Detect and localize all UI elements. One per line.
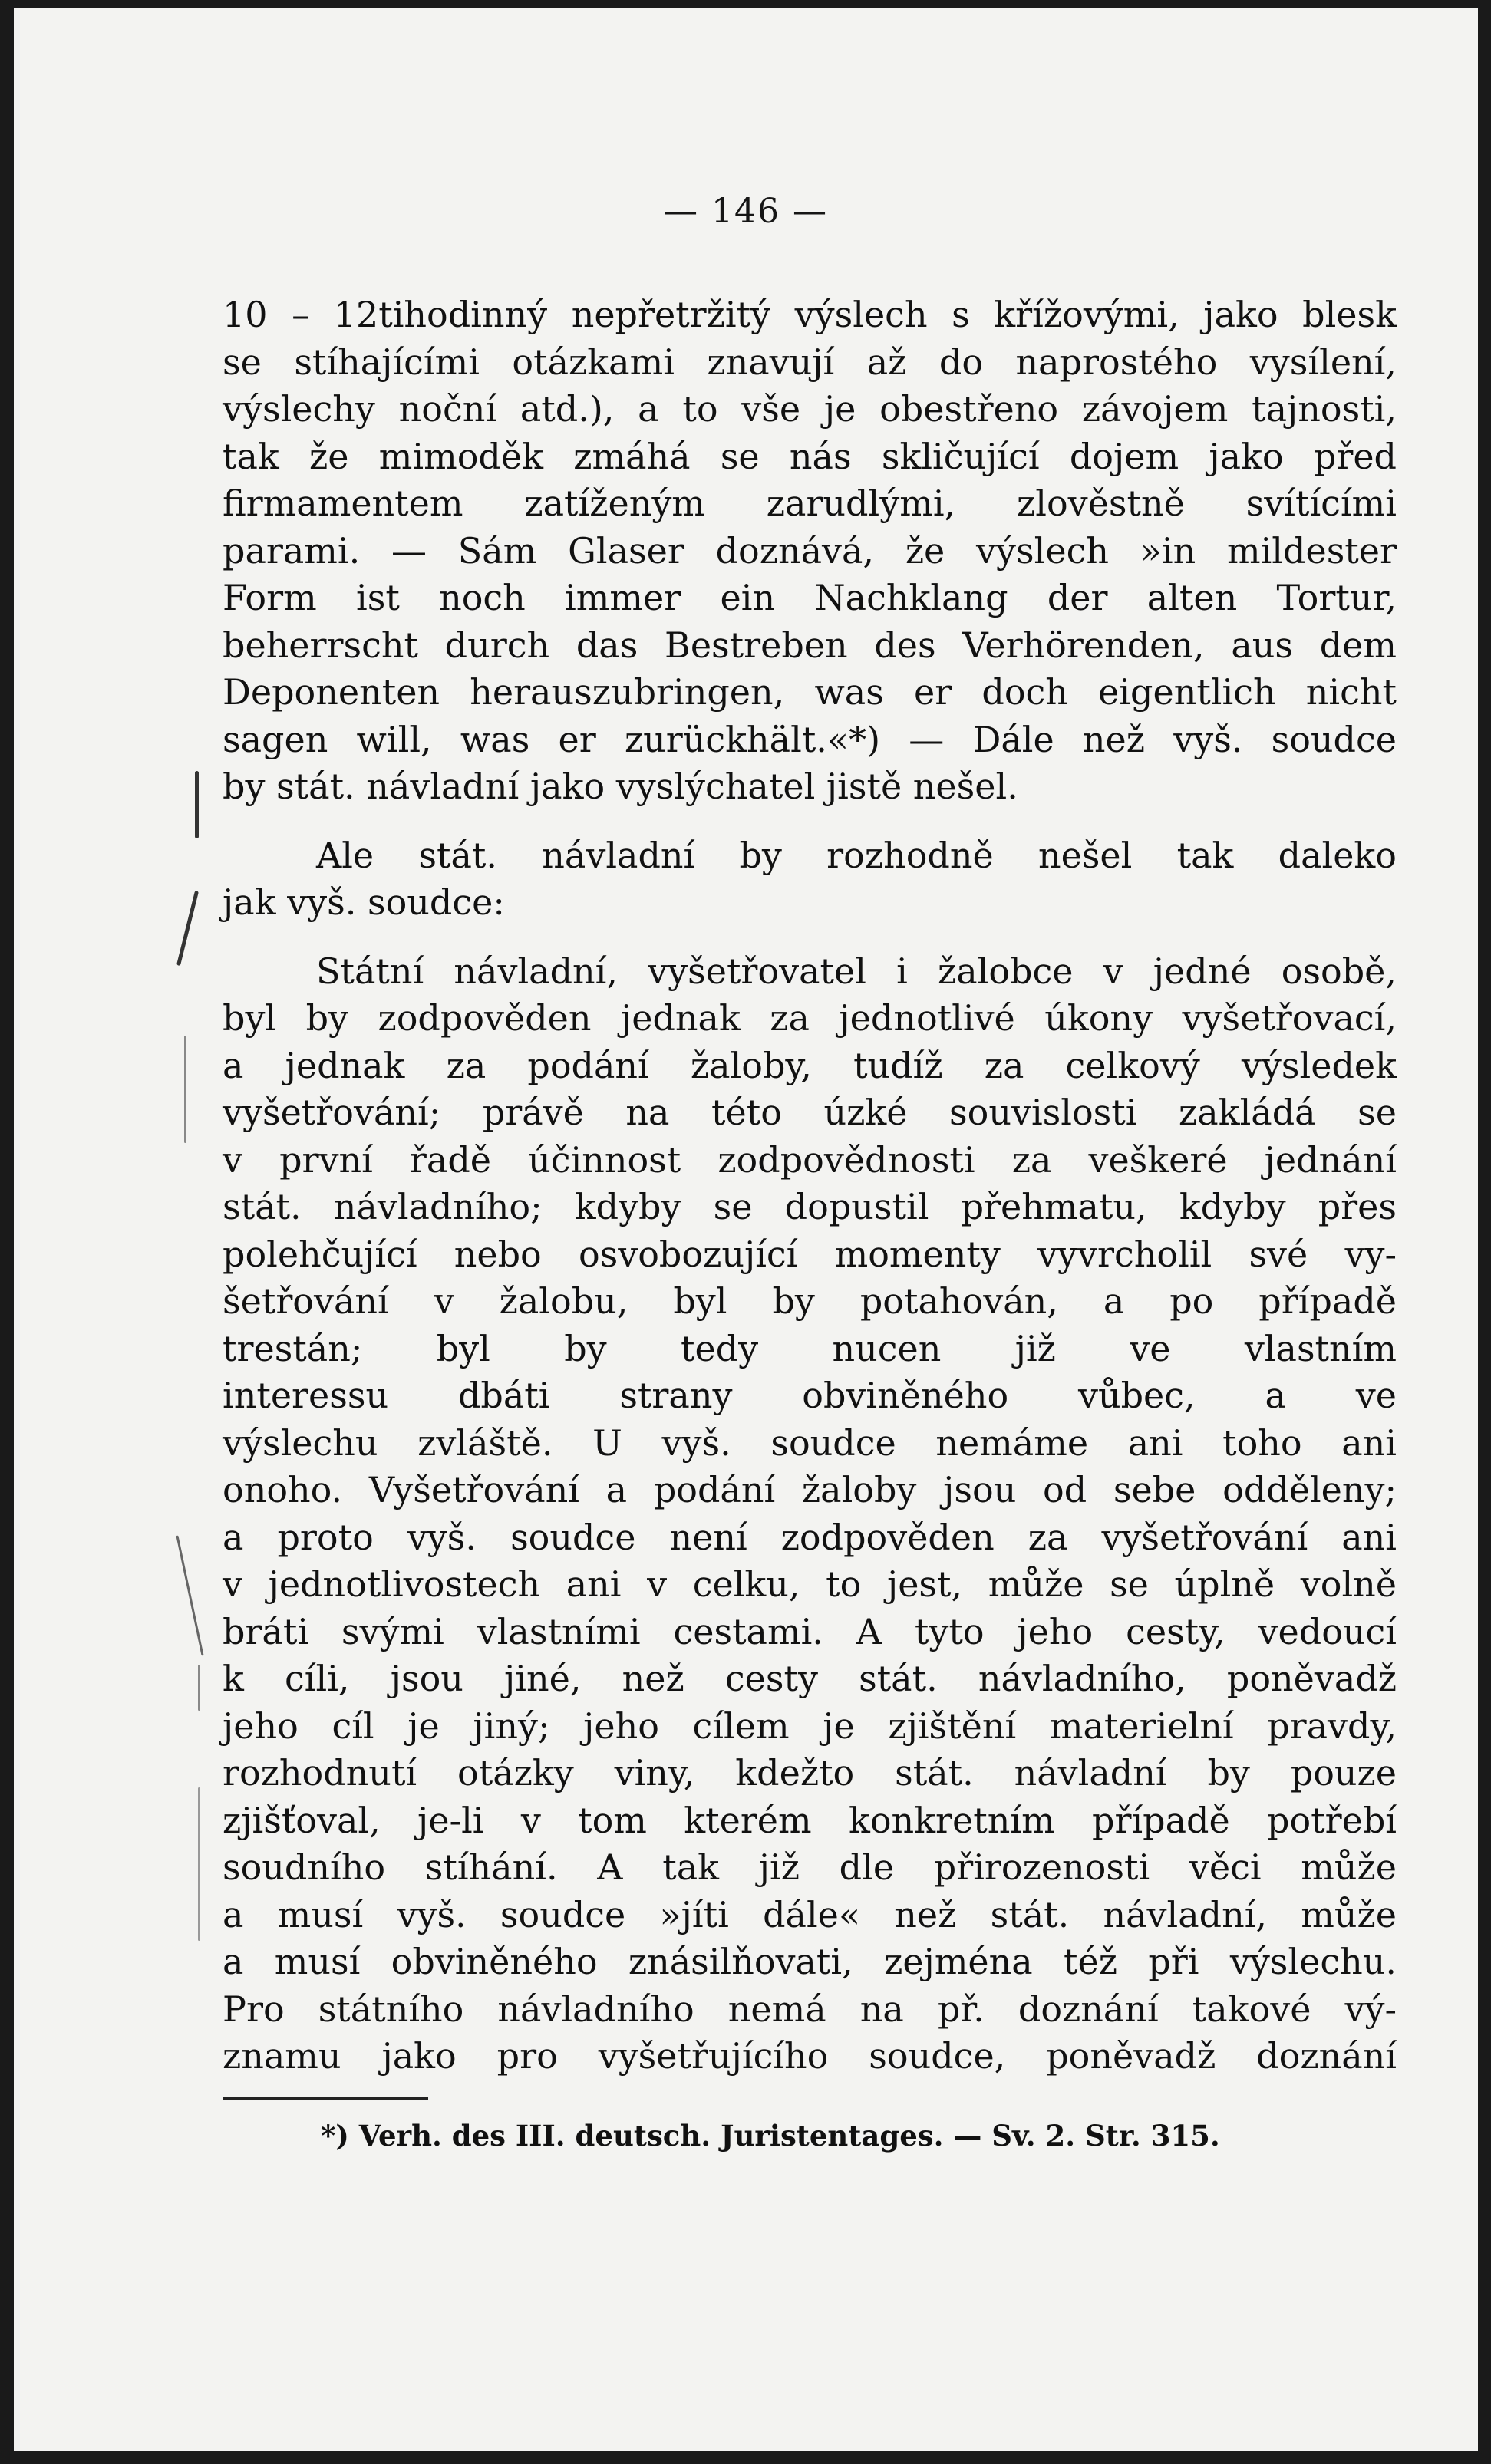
text-line: stát. návladního; kdyby se dopustil přehmatu, kdyby přes <box>223 1186 1397 1227</box>
text-line: vyšetřování; právě na této úzké souvislosti zakládá se <box>223 1092 1397 1133</box>
text-line: znamu jako pro vyšetřujícího soudce, poněvadž doznání <box>223 2035 1397 2077</box>
text-line: byl by zodpověden jednak za jednotlivé úkony vyšetřovací, <box>223 997 1397 1039</box>
text-line: se stíhajícími otázkami znavují až do naprostého vysílení, <box>223 341 1397 383</box>
margin-pencil-mark <box>176 891 199 966</box>
text-line: interessu dbáti strany obviněného vůbec, a ve <box>223 1375 1397 1416</box>
text-line: soudního stíhání. A tak již dle přirozenosti věci může <box>223 1846 1397 1888</box>
text-line: firmamentem zatíženým zarudlými, zlověstně svítícími <box>223 483 1397 524</box>
body-text <box>223 292 1397 2080</box>
text-line: rozhodnutí otázky viny, kdežto stát. návladní by pouze <box>223 1752 1397 1794</box>
text-line: a musí vyš. soudce »jíti dále« než stát. návladní, může <box>223 1893 1397 1935</box>
text-line: Ale stát. návladní by rozhodně nešel tak daleko <box>316 834 1397 876</box>
text-line: 10 – 12tihodinný nepřetržitý výslech s křížovými, jako blesk <box>223 294 1397 335</box>
book-page <box>14 8 1478 2451</box>
text-line: beherrscht durch das Bestreben des Verhörenden, aus dem <box>223 624 1397 666</box>
text-line: výslechy noční atd.), a to vše je obestřeno závojem tajnosti, <box>223 388 1397 430</box>
text-line: a proto vyš. soudce není zodpověden za vyšetřování ani <box>223 1516 1397 1558</box>
text-line: by stát. návladní jako vyslýchatel jistě nešel. <box>223 766 1018 807</box>
text-line: polehčující nebo osvobozující momenty vyvrcholil své vy- <box>223 1233 1397 1275</box>
text-line: Státní návladní, vyšetřovatel i žalobce v jedné osobě, <box>316 950 1397 992</box>
text-line: jeho cíl je jiný; jeho cílem je zjištění materielní pravdy, <box>223 1705 1397 1747</box>
text-line: jak vyš. soudce: <box>223 881 505 923</box>
margin-pencil-mark <box>195 771 199 838</box>
text-line: v jednotlivostech ani v celku, to jest, může se úplně volně <box>223 1563 1397 1605</box>
text-line: trestán; byl by tedy nucen již ve vlastním <box>223 1327 1397 1369</box>
text-line: zjišťoval, je-li v tom kterém konkretním případě potřebí <box>223 1799 1397 1841</box>
text-line: sagen will, was er zurückhält.«*) — Dále než vyš. soudce <box>223 718 1397 760</box>
text-line: v první řadě účinnost zodpovědnosti za veškeré jednání <box>223 1138 1397 1181</box>
footnote-rule <box>223 2097 428 2100</box>
text-line: tak že mimoděk zmáhá se nás skličující dojem jako před <box>223 435 1397 477</box>
margin-pencil-mark <box>184 1036 186 1143</box>
margin-pencil-mark <box>198 1787 200 1941</box>
text-line: k cíli, jsou jiné, než cesty stát. návladního, poněvadž <box>223 1658 1397 1699</box>
page-number: — 146 — <box>664 192 828 231</box>
text-line: Deponenten herauszubringen, was er doch eigentlich nicht <box>223 671 1397 713</box>
footnote: *) Verh. des III. deutsch. Juristentages. — Sv. 2. Str. 315. <box>321 2119 1220 2153</box>
text-line: bráti svými vlastními cestami. A tyto jeho cesty, vedoucí <box>223 1610 1397 1652</box>
margin-pencil-mark <box>198 1665 200 1711</box>
text-line: parami. — Sám Glaser doznává, že výslech »in mildester <box>223 529 1397 572</box>
margin-pencil-mark <box>176 1535 203 1655</box>
text-line: onoho. Vyšetřování a podání žaloby jsou od sebe odděleny; <box>223 1469 1397 1510</box>
text-line: výslechu zvláště. U vyš. soudce nemáme ani toho ani <box>223 1421 1397 1464</box>
text-line: Pro státního návladního nemá na př. doznání takové vý- <box>223 1988 1397 2030</box>
text-line: a jednak za podání žaloby, tudíž za celkový výsledek <box>223 1044 1397 1086</box>
text-line: a musí obviněného znásilňovati, zejména též při výslechu. <box>223 1941 1397 1982</box>
text-line: šetřování v žalobu, byl by potahován, a po případě <box>223 1280 1397 1322</box>
text-line: Form ist noch immer ein Nachklang der alten Tortur, <box>223 577 1397 618</box>
